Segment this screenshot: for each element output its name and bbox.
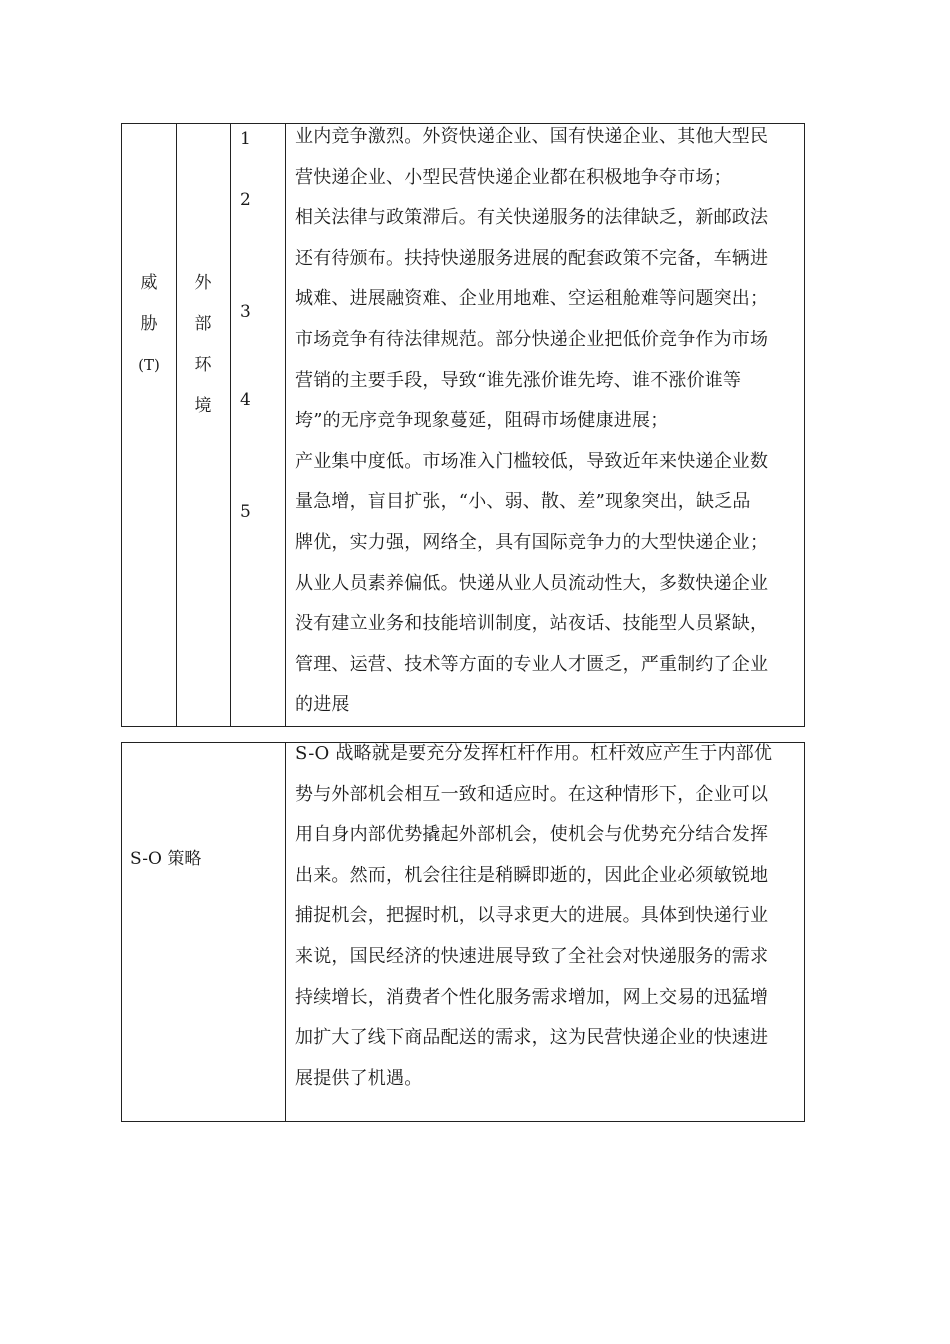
text-line: 的进展 [295,694,350,716]
item-number: 2 [240,190,251,210]
text-line: 量急增，盲目扩张，“小、弱、散、差”现象突出，缺乏品 [295,491,751,513]
text-line: 出来。然而，机会往往是稍瞬即逝的，因此企业必须敏锐地 [295,864,769,886]
text-line: 持续增长，消费者个性化服务需求增加，网上交易的迅猛增 [295,986,769,1008]
column-divider [285,124,286,726]
text-line: 从业人员素养偏低。快递从业人员流动性大，多数快递企业 [295,572,769,594]
scope-char: 外 [194,273,212,293]
text-line: 用自身内部优势撬起外部机会，使机会与优势充分结合发挥 [295,824,769,846]
column-divider [230,124,231,726]
text-line: 垮”的无序竞争现象蔓延，阻碍市场健康进展； [295,410,669,432]
text-line: 来说，国民经济的快速进展导致了全社会对快递服务的需求 [295,945,769,967]
category-cell [122,269,176,380]
text-line: 展提供了机遇。 [295,1067,423,1089]
text-line: 城难、进展融资难、企业用地难、空运租舱难等问题突出； [295,288,769,310]
strategy-description [295,734,772,1099]
item-number: 5 [240,502,251,522]
scope-char: 境 [194,396,212,416]
threats-table [121,123,805,727]
text-line: 牌优，实力强，网络全，具有国际竞争力的大型快递企业； [295,531,769,553]
item-number: 3 [240,302,251,322]
scope-cell [176,269,230,421]
column-divider [176,124,177,726]
scope-char: 环 [194,355,212,375]
text-line: 业内竞争激烈。外资快递企业、国有快递企业、其他大型民 [295,126,769,147]
item-number: 1 [240,129,251,149]
so-strategy-table [121,742,805,1122]
text-line: 营快递企业、小型民营快递企业都在积极地争夺市场； [295,166,732,188]
category-char: 威 [140,273,158,293]
scope-char: 部 [194,314,212,334]
text-line: 捕捉机会，把握时机，以寻求更大的进展。具体到快递行业 [295,905,769,927]
category-char: 胁 [140,314,158,334]
item-number: 4 [240,390,251,410]
column-divider [285,743,286,1121]
text-line: 管理、运营、技术等方面的专业人才匮乏，严重制约了企业 [295,653,769,675]
text-line: 相关法律与政策滞后。有关快递服务的法律缺乏，新邮政法 [295,207,769,229]
text-line: 没有建立业务和技能培训制度，站夜话、技能型人员紧缺， [295,613,769,635]
text-line: 市场竞争有待法律规范。部分快递企业把低价竞争作为市场 [295,328,769,350]
text-line: 势与外部机会相互一致和适应时。在这种情形下，企业可以 [295,783,769,805]
text-line: S-O 战略就是要充分发挥杠杆作用。杠杆效应产生于内部优 [295,743,773,764]
text-line: 产业集中度低。市场准入门槛较低，导致近年来快递企业数 [295,450,769,472]
threats-description [295,117,768,726]
text-line: 营销的主要手段，导致“谁先涨价谁先垮、谁不涨价谁等 [295,369,742,391]
strategy-label: S-O 策略 [130,849,202,869]
category-char: (T) [138,356,160,374]
text-line: 还有待颁布。扶持快递服务进展的配套政策不完备，车辆进 [295,247,769,269]
text-line: 加扩大了线下商品配送的需求，这为民营快递企业的快速进 [295,1027,769,1049]
